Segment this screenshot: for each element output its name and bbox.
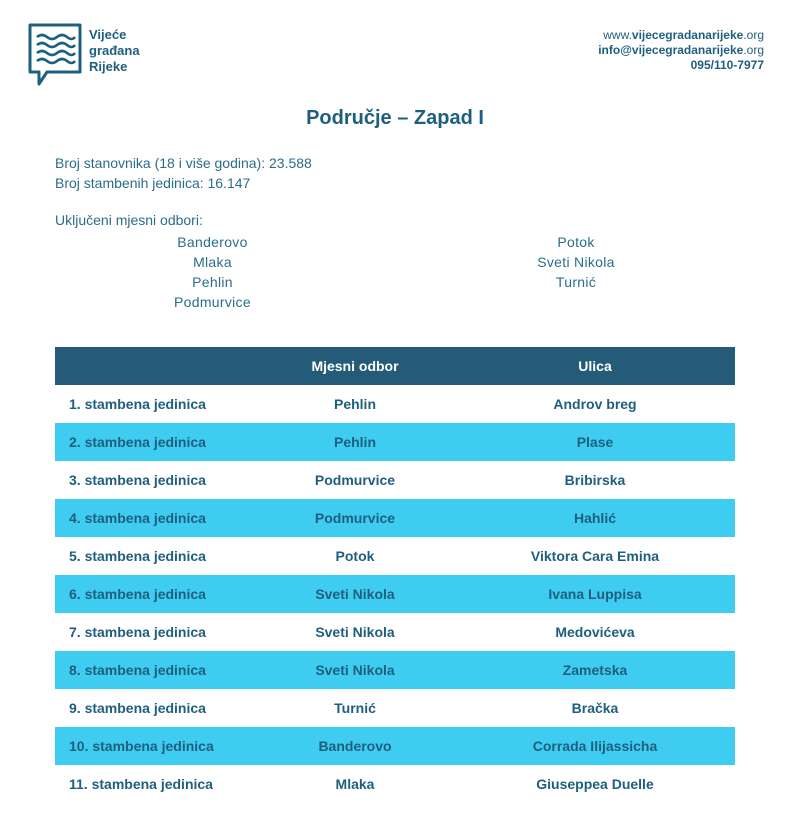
residents-count: Broj stanovnika (18 i više godina): 23.588 [55,155,312,171]
header-cell-street: Ulica [578,358,612,374]
street-cell: Hahlić [573,510,616,526]
district-item: Sveti Nikola [537,254,615,270]
street-cell: Ivana Luppisa [548,586,642,602]
districts-list-right [515,232,637,292]
email-link[interactable]: info@vijecegradanarijeke.org [598,43,764,57]
included-districts-label: Uključeni mjesni odbori: [55,212,203,228]
table-row [55,689,735,727]
districts-list-left [150,232,275,312]
speech-bubble-waves-icon [27,22,83,90]
street-cell: Plase [576,434,614,450]
district-cell: Pehlin [333,434,376,450]
table-row [55,575,735,613]
unit-cell: 11. stambena jedinica [69,776,213,792]
contact-block [598,28,764,73]
unit-cell: 7. stambena jedinica [69,624,206,640]
unit-cell: 9. stambena jedinica [69,700,206,716]
street-cell: Medovićeva [555,624,635,640]
logo [27,22,167,92]
page-title: Područje – Zapad I [306,107,484,129]
street-cell: Viktora Cara Emina [530,548,660,564]
district-item: Podmurvice [174,294,251,310]
unit-cell: 8. stambena jedinica [69,662,206,678]
unit-cell: 5. stambena jedinica [69,548,206,564]
table-row [55,727,735,765]
district-cell: Banderovo [318,738,392,754]
unit-cell: 3. stambena jedinica [69,472,206,488]
unit-cell: 6. stambena jedinica [69,586,206,602]
district-item: Potok [557,234,595,250]
district-cell: Mlaka [335,776,375,792]
housing-units-count: Broj stambenih jedinica: 16.147 [55,175,251,191]
table-row [55,499,735,537]
table-row [55,423,735,461]
housing-units-table [55,347,735,803]
table-row [55,537,735,575]
website-link[interactable]: www.vijecegradanarijeke.org [603,28,764,42]
table-header-row [55,347,735,385]
district-item: Turnić [555,274,597,290]
unit-cell: 1. stambena jedinica [69,396,206,412]
street-cell: Bračka [571,700,619,716]
header-cell-district: Mjesni odbor [311,358,399,374]
street-cell: Zametska [562,662,628,678]
district-cell: Potok [335,548,375,564]
district-cell: Sveti Nikola [315,624,395,640]
district-item: Pehlin [192,274,233,290]
street-cell: Giuseppea Duelle [536,776,654,792]
district-cell: Podmurvice [314,472,396,488]
phone-number: 095/110-7977 [690,58,764,72]
district-item: Banderovo [177,234,248,250]
street-cell: Corrada Ilijassicha [532,738,658,754]
district-item: Mlaka [193,254,232,270]
district-cell: Pehlin [333,396,376,412]
stats-block [55,153,312,193]
unit-cell: 10. stambena jedinica [69,738,214,754]
logo-wordmark [89,27,140,75]
street-cell: Androv breg [553,396,637,412]
logo-line: Vijeće [89,27,127,42]
table-row [55,651,735,689]
district-cell: Podmurvice [314,510,396,526]
table-row [55,461,735,499]
logo-line: građana [89,43,140,58]
district-cell: Sveti Nikola [315,586,395,602]
table-row [55,613,735,651]
street-cell: Bribirska [564,472,626,488]
unit-cell: 2. stambena jedinica [69,434,206,450]
unit-cell: 4. stambena jedinica [69,510,206,526]
header-cell-unit [55,347,255,385]
table-row [55,385,735,423]
logo-line: Rijeke [89,59,128,74]
district-cell: Turnić [334,700,376,716]
table-row [55,765,735,803]
district-cell: Sveti Nikola [315,662,395,678]
